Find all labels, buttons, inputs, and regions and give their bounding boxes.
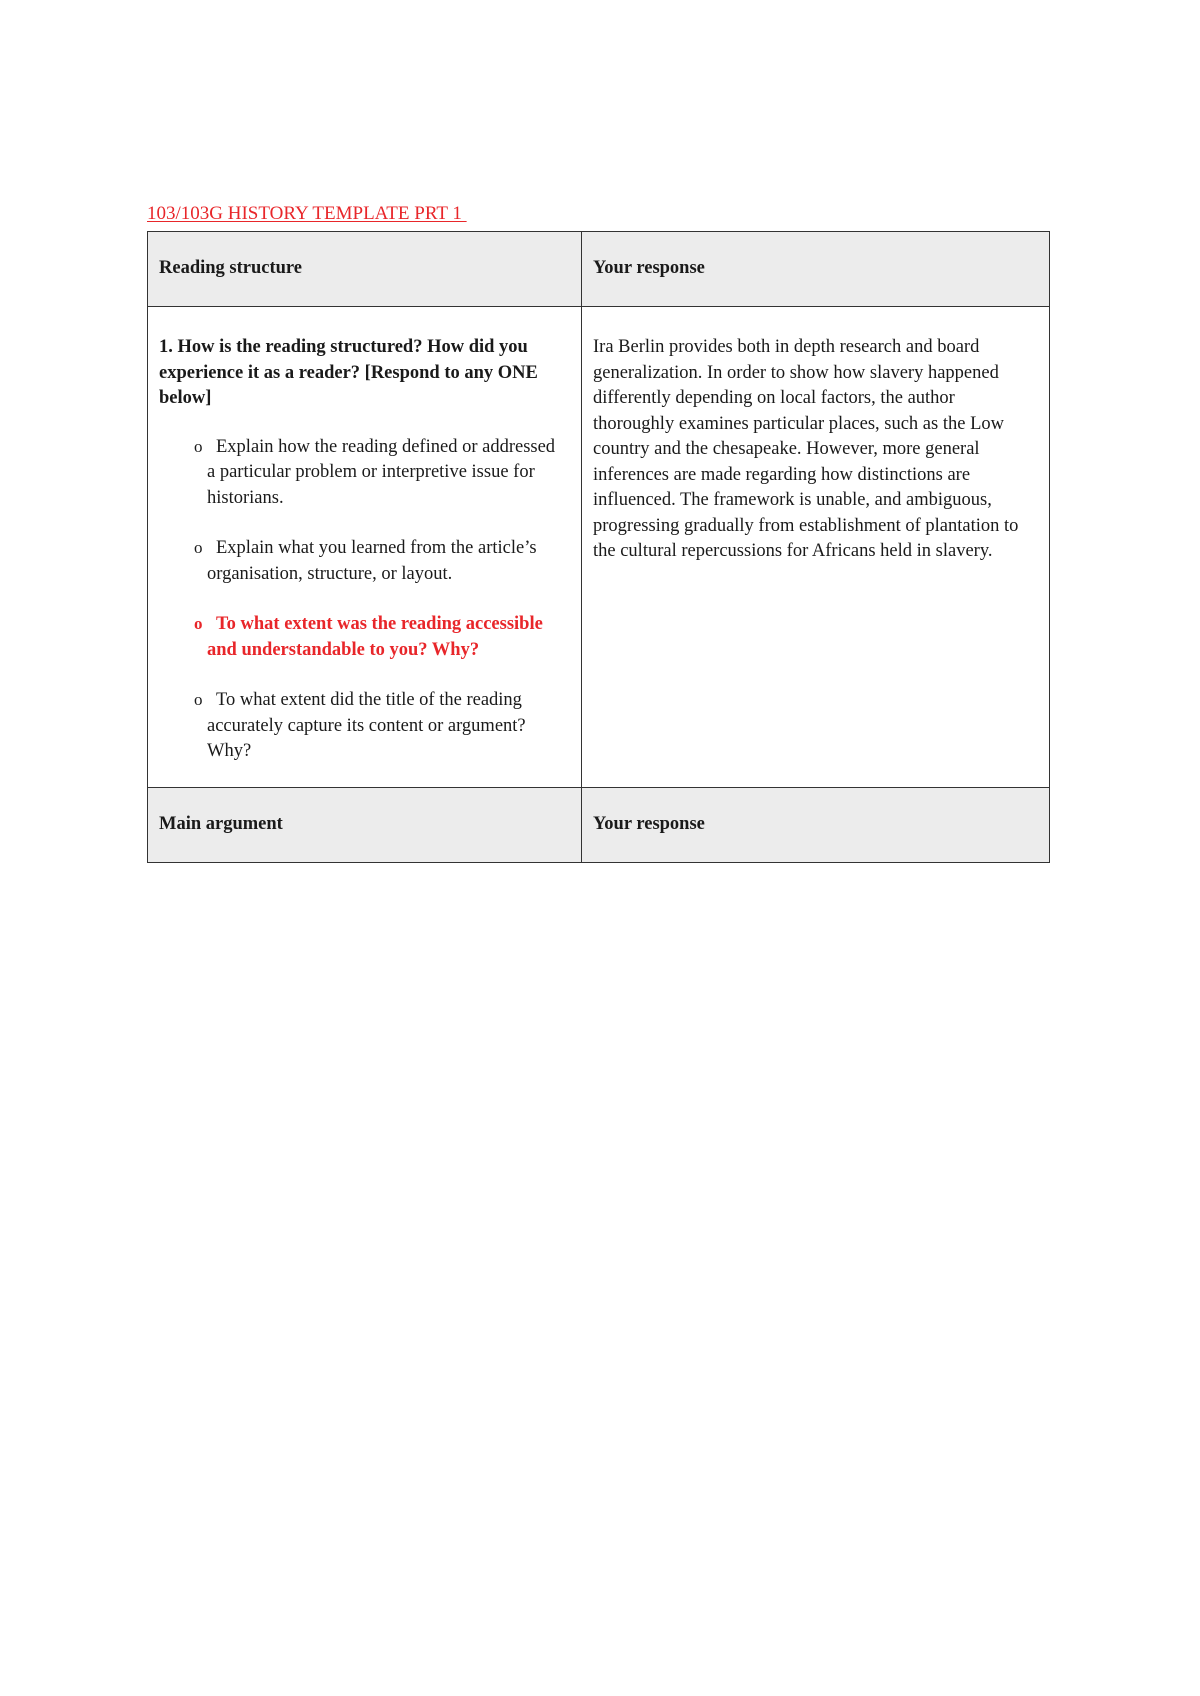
reading-structure-header: Reading structure <box>148 232 582 307</box>
option-item <box>159 434 570 512</box>
bullet-icon: o <box>194 690 203 709</box>
your-response-header: Your response <box>582 787 1050 862</box>
response-text: Ira Berlin provides both in depth research and board generalization. In order to show how slavery happened differently depending on local factors, the author thoroughly examines particular places, such as the Low country and the chesapeake. However, more general inferences are made regarding how distinctions are influenced. The framework is unable, and ambiguous, progressing gradually from establishment of plantation to the cultural repercussions for Africans held in slavery. <box>593 337 1019 561</box>
bullet-icon: o <box>194 614 203 633</box>
response-cell <box>582 307 1050 788</box>
option-item <box>159 687 570 765</box>
main-argument-header: Main argument <box>148 787 582 862</box>
question-cell <box>148 307 582 788</box>
option-item-highlighted <box>159 611 570 663</box>
history-template-table <box>147 231 1050 863</box>
option-item <box>159 535 570 587</box>
your-response-header: Your response <box>582 232 1050 307</box>
main-argument-header-row <box>148 787 1050 862</box>
options-list <box>159 434 570 765</box>
question-text: 1. How is the reading structured? How did you experience it as a reader? [Respond to any ONE below] <box>159 337 538 408</box>
bullet-icon: o <box>194 538 203 557</box>
option-text: To what extent did the title of the reading accurately capture its content or argument? Why? <box>207 690 526 761</box>
option-text: Explain what you learned from the article’s organisation, structure, or layout. <box>207 538 537 584</box>
reading-structure-header-row <box>148 232 1050 307</box>
document-title: 103/103G HISTORY TEMPLATE PRT 1 <box>147 203 467 224</box>
option-text: Explain how the reading defined or addressed a particular problem or interpretive issue for historians. <box>207 436 556 508</box>
reading-structure-body-row <box>148 307 1050 788</box>
option-text: To what extent was the reading accessible and understandable to you? Why? <box>207 614 543 660</box>
bullet-icon: o <box>194 436 203 456</box>
